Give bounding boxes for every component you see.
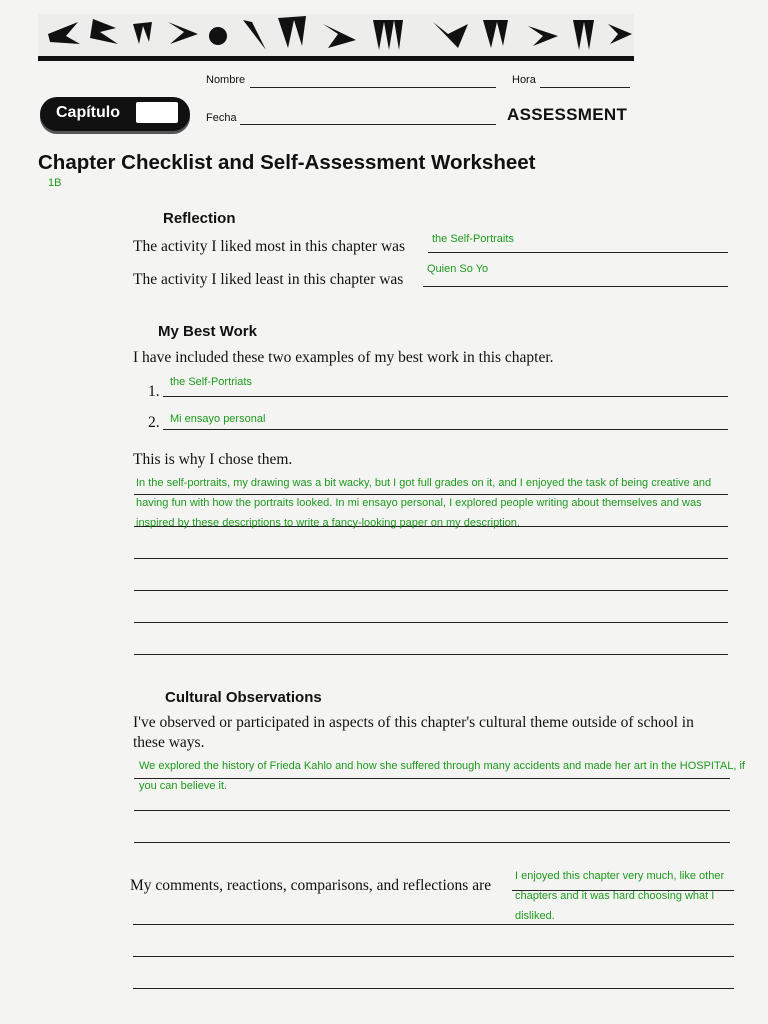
fecha-field-line[interactable] [240, 124, 496, 125]
cultural-answer[interactable]: We explored the history of Frieda Kahlo and how she suffered through many accidents and made her art in the HOSPITAL, if you can believe it. [139, 760, 745, 792]
liked-least-prompt: The activity I liked least in this chapter was [133, 271, 404, 288]
page-title: Chapter Checklist and Self-Assessment Worksheet [38, 151, 536, 174]
best-work-item2-answer[interactable]: Mi ensayo personal [170, 413, 266, 425]
comments-line-2 [133, 956, 734, 957]
liked-least-answer[interactable]: Quien So Yo [427, 263, 489, 275]
comments-line-3 [133, 988, 734, 989]
nombre-label: Nombre [206, 74, 246, 86]
assessment-label: ASSESSMENT [507, 105, 628, 124]
best-work-item2-number: 2. [148, 414, 160, 431]
capitulo-badge [40, 97, 190, 131]
why-answer[interactable]: In the self-portraits, my drawing was a bit wacky, but I got full grades on it, and I enjoyed the task of being creative and having fun with how the portraits looked. In mi ensayo personal, I explored people writing about themselves and was inspired by these descriptions to write a fancy-looking paper on my description. [136, 477, 712, 529]
why-line-6 [134, 654, 728, 655]
why-line-5 [134, 622, 728, 623]
cultural-heading: Cultural Observations [165, 689, 322, 706]
cultural-line-2 [134, 810, 730, 811]
cultural-prompt-line2: these ways. [133, 734, 205, 751]
liked-most-line [428, 252, 728, 253]
fecha-label: Fecha [206, 112, 237, 124]
sunburst-pattern-icon [38, 14, 634, 56]
chapter-note: 1B [48, 177, 62, 189]
best-work-heading: My Best Work [158, 323, 257, 340]
why-prompt: This is why I chose them. [133, 451, 293, 468]
liked-most-answer[interactable]: the Self-Portraits [432, 233, 514, 245]
nombre-field-line[interactable] [250, 87, 496, 88]
cultural-prompt-line1: I've observed or participated in aspects of this chapter's cultural theme outside of school in [133, 714, 694, 731]
best-work-item1-line [163, 396, 728, 397]
best-work-item2-line [163, 429, 728, 430]
hora-field-line[interactable] [540, 87, 630, 88]
best-work-item1-number: 1. [148, 383, 160, 400]
best-work-item1-answer[interactable]: the Self-Portriats [170, 376, 252, 388]
capitulo-number-box[interactable] [136, 102, 178, 123]
comments-answer[interactable]: I enjoyed this chapter very much, like other chapters and it was hard choosing what I disliked. [515, 870, 725, 922]
cultural-line-3 [134, 842, 730, 843]
why-line-4 [134, 590, 728, 591]
liked-least-line [423, 286, 728, 287]
capitulo-label: Capítulo [56, 104, 120, 121]
reflection-heading: Reflection [163, 210, 236, 227]
comments-prompt: My comments, reactions, comparisons, and reflections are [130, 877, 492, 894]
why-line-3 [134, 558, 728, 559]
liked-most-prompt: The activity I liked most in this chapter was [133, 238, 406, 255]
best-work-intro: I have included these two examples of my best work in this chapter. [133, 349, 554, 366]
hora-label: Hora [512, 74, 536, 86]
decorative-banner [38, 14, 634, 61]
